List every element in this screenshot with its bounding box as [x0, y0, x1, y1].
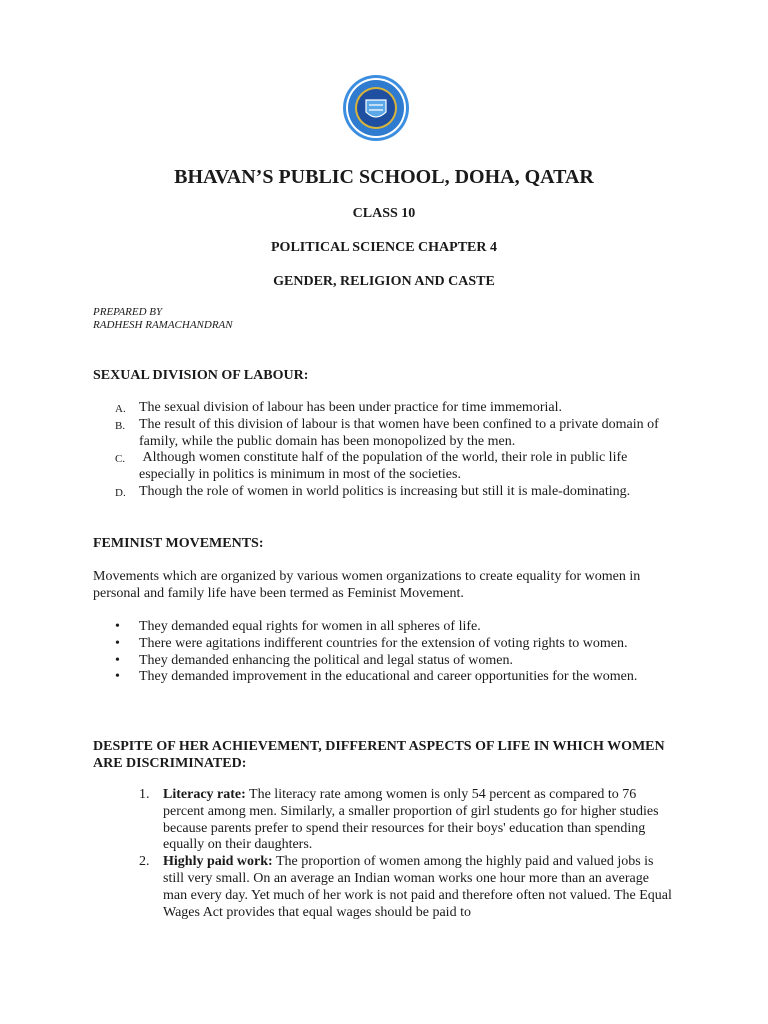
section-heading-discrimination: DESPITE OF HER ACHIEVEMENT, DIFFERENT ASPECTS OF LIFE IN WHICH WOMEN ARE DISCRIMINATED: [93, 739, 665, 771]
list-item [93, 653, 659, 670]
feminist-paragraph: Movements which are organized by various women organizations to create equality for women in personal and family life have been termed as Feminist Movement. [93, 569, 641, 601]
list-item [93, 669, 659, 686]
list-item-text: There were agitations indifferent countries for the extension of voting rights to women. [139, 635, 628, 651]
bullet-marker: • [115, 619, 120, 634]
list-item-text: Although women constitute half of the population of the world, their role in public life especially in politics is minimum in most of the societies. [139, 450, 628, 483]
list-marker: 1. [139, 787, 150, 802]
list-item [93, 619, 659, 636]
feminist-bullets [93, 619, 659, 686]
list-item [93, 854, 675, 921]
discrimination-list [93, 787, 675, 921]
chapter-title: GENDER, RELIGION AND CASTE [273, 274, 495, 289]
list-item-term: Highly paid work: [163, 854, 273, 870]
list-item-text: The sexual division of labour has been under practice for time immemorial. [139, 400, 562, 415]
section-heading-labour: SEXUAL DIVISION OF LABOUR: [93, 368, 309, 383]
list-item [93, 787, 675, 854]
list-item-text: They demanded equal rights for women in all spheres of life. [139, 619, 481, 634]
list-item-text: The result of this division of labour is that women have been confined to a private domain of family, while the public domain has been monopolized by the men. [139, 416, 659, 449]
list-item-text: The proportion of women among the highly paid and valued jobs is still very small. On an average an Indian woman works one hour more than an average man every day. Yet much of her work is not paid and therefore often not valued. The Equal Wages Act provides that equal wages should be paid to [163, 854, 672, 920]
list-marker: D. [115, 486, 126, 499]
bullet-marker: • [115, 635, 120, 651]
list-item [93, 636, 659, 653]
class-label: CLASS 10 [352, 206, 416, 221]
list-marker: 2. [139, 854, 150, 870]
list-item [93, 417, 659, 451]
bullet-marker: • [115, 669, 120, 685]
logo-shield [366, 100, 386, 117]
subject-label: POLITICAL SCIENCE CHAPTER 4 [271, 240, 497, 255]
school-title: BHAVAN’S PUBLIC SCHOOL, DOHA, QATAR [174, 166, 594, 188]
list-item-text: Though the role of women in world politics is increasing but still it is male-dominating. [139, 483, 631, 499]
list-marker: B. [115, 419, 126, 432]
list-item-term: Literacy rate: [163, 787, 246, 802]
bullet-marker: • [115, 652, 120, 668]
prepared-by [93, 306, 233, 332]
list-item [93, 484, 659, 501]
list-item-text: They demanded enhancing the political and legal status of women. [139, 652, 513, 668]
list-item [93, 400, 659, 417]
author-name: RADHESH RAMACHANDRAN [93, 319, 233, 331]
list-item-text: The literacy rate among women is only 54 percent as compared to 76 percent among men. Similarly, a smaller proportion of girl students go for higher studies because parents prefer to spend their resources for their boys' education than spending equally on their daughters. [163, 787, 659, 853]
section-heading-feminist: FEMINIST MOVEMENTS: [93, 536, 264, 551]
school-logo [340, 72, 412, 144]
list-marker: C. [115, 453, 126, 466]
list-item [93, 450, 659, 484]
labour-list [93, 400, 659, 501]
list-marker: A. [115, 403, 126, 415]
list-item-text: They demanded improvement in the educational and career opportunities for the women. [139, 669, 638, 685]
prepared-by-label: PREPARED BY [93, 306, 163, 318]
